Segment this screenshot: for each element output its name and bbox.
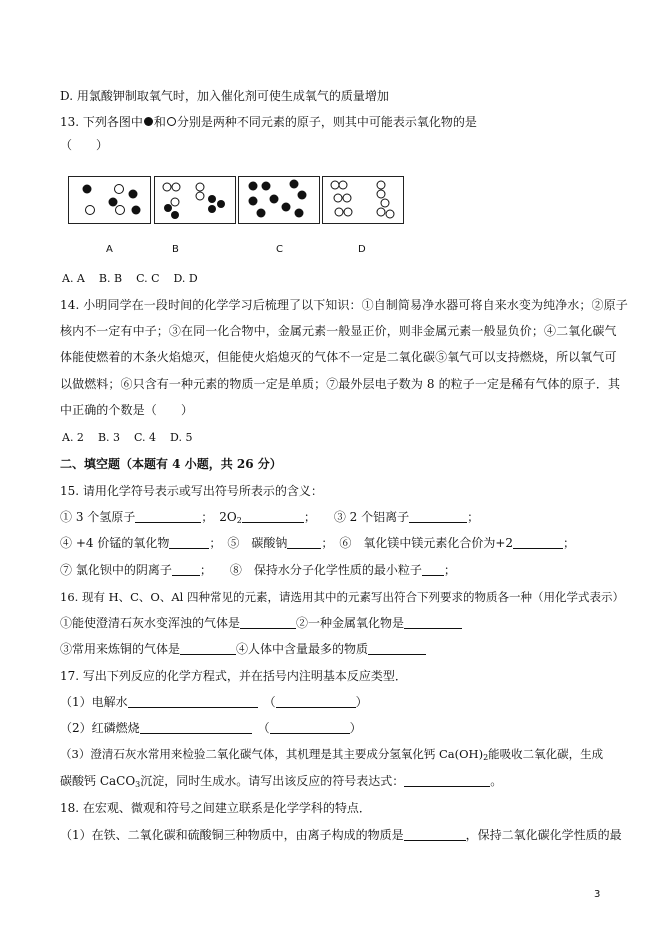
q15-row-3 [60,562,456,578]
q15-stem: 15. 请用化学符号表示或写出符号所表示的含义： [60,484,323,498]
q15-item-5: ； ⑤ 碳酸钠 [209,536,288,550]
figure-box-d [322,176,404,224]
q14-line-5: 中正确的个数是（ ） [60,403,194,417]
q12-option-d: D. 用氯酸钾制取氧气时，加入催化剂可使生成氧气的质量增加 [60,89,389,103]
figure-box-b [154,176,236,224]
molecule-diagram-c [239,177,319,223]
q14-option-a: A. 2 [62,431,84,444]
q17-stem: 17. 写出下列反应的化学方程式，并在括号内注明基本反应类型． [60,669,407,683]
q17-close-2: ） [349,721,362,735]
q15-blank-8[interactable] [422,563,444,576]
q13-options [62,272,212,285]
q17-item-4-sub: 3 [135,780,141,789]
q16-line-1 [60,615,462,631]
q15-blank-6[interactable] [513,536,563,549]
q14-option-d: D. 5 [170,431,193,444]
q14-line-4: 以做燃料；⑥只含有一种元素的物质一定是单质；⑦最外层电子数为 8 的粒子一定是稀有气体的原子．其 [60,377,621,391]
q16-item-2: ②一种金属氧化物是 [296,616,405,630]
q17-equation-blank-1[interactable] [128,695,258,708]
q14-line-2: 核内不一定有中子；③在同一化合物中，金属元素一般显正价，则非金属元素一般显负价；④二氧化碳气 [60,324,617,338]
q15-blank-2[interactable] [242,510,304,523]
molecule-diagram-b [155,177,235,223]
q15-item-1: ① 3 个氢原子 [60,510,136,524]
molecule-diagram-d [323,177,403,223]
figure-label-d: D [358,244,366,255]
q16-blank-1[interactable] [240,616,296,629]
q17-item-1: （1）电解水 [60,695,128,709]
q13-stem-a: 13. 下列各图中 [60,115,143,129]
q17-line-1 [60,694,368,710]
q17-open-2: （ [263,721,270,735]
q17-open-1: （ [269,695,276,709]
q17-type-blank-2[interactable] [270,721,350,734]
q15-row-3-end: ； [443,563,456,577]
filled-atom-icon [143,116,154,127]
q18-item-1a: （1）在铁、二氧化碳和硫酸铜三种物质中，由离子构成的物质是 [60,828,404,842]
q16-blank-2[interactable] [404,616,462,629]
q13-option-b: B. B [98,272,123,285]
q13-option-a: A. A [62,272,85,285]
q14-line-3: 体能使燃着的木条火焰熄灭，但能使火焰熄灭的气体不一定是二氧化碳⑤氧气可以支持燃烧，所以氧气可 [60,350,617,364]
q15-item-8: ； ⑧ 保持水分子化学性质的最小粒子 [199,563,422,577]
q15-item-2-sub: 2 [236,516,242,525]
q17-line-2 [60,720,362,736]
figure-label-a: A [106,244,113,255]
page-number: 3 [594,889,601,900]
q13-option-c: C. C [136,272,160,285]
q16-blank-3[interactable] [180,642,236,655]
q17-line-4-end: 。 [490,774,503,788]
q13-option-d: D. D [173,272,198,285]
q18-line-1 [60,827,622,843]
q17-item-3a: （3）澄清石灰水常用来检验二氧化碳气体，其机理是其主要成分氢氧化钙 Ca(OH) [60,747,484,761]
q13-stem [60,114,477,130]
q13-stem-b: 和 [153,115,166,129]
q17-item-3-sub: 2 [483,753,489,762]
figure-box-c [238,176,320,224]
q15-blank-5[interactable] [287,536,321,549]
hollow-atom-icon [166,116,177,127]
q14-option-c: C. 4 [134,431,157,444]
molecule-diagram-a [69,177,150,223]
q15-blank-4[interactable] [169,536,209,549]
q15-blank-3[interactable] [409,510,467,523]
figure-box-a [68,176,151,224]
q16-item-3: ③常用来炼铜的气体是 [60,642,181,656]
q15-blank-7[interactable] [172,563,200,576]
q16-blank-4[interactable] [368,642,426,655]
q17-type-blank-1[interactable] [276,695,356,708]
q15-row-2 [60,535,575,551]
q15-item-7: ⑦ 氯化钡中的阴离子 [60,563,172,577]
q18-stem: 18. 在宏观、微观和符号之间建立联系是化学学科的特点． [60,801,371,815]
q17-item-4a: 碳酸钙 CaCO [60,774,136,788]
q13-answer-paren: （ ） [60,138,109,152]
q18-blank-1[interactable] [404,828,466,841]
q15-row-1-end: ； [467,510,480,524]
q17-blank-3[interactable] [404,774,490,787]
q15-row-1 [60,509,479,529]
q14-options [62,431,206,444]
q14-line-1: 14. 小明同学在一段时间的化学学习后梳理了以下知识：①自制简易净水器可将自来水变为纯净水；②原子 [60,298,628,312]
q14-option-b: B. 3 [97,431,121,444]
q15-item-3: ； ③ 2 个铝离子 [303,510,410,524]
section-2-title: 二、填空题（本题有 4 小题，共 26 分） [60,457,282,471]
q17-item-4b: 沉淀，同时生成水。请写出该反应的符号表达式： [140,774,405,788]
q15-item-6: ； ⑥ 氧化镁中镁元素化合价为+2 [321,536,514,550]
q17-equation-blank-2[interactable] [140,721,252,734]
q15-blank-1[interactable] [135,510,201,523]
q17-line-3 [60,746,603,766]
q15-row-2-end: ； [563,536,576,550]
q17-close-1: ） [355,695,368,709]
q16-item-4: ④人体中含量最多的物质 [236,642,369,656]
q13-stem-c: 分别是两种不同元素的原子，则其中可能表示氧化物的是 [176,115,477,129]
q16-item-1: ①能使澄清石灰水变浑浊的气体是 [60,616,241,630]
q15-item-4: ④ +4 价锰的氧化物 [60,536,170,550]
q16-stem: 16. 现有 H、C、O、Al 四种常见的元素，请选用其中的元素写出符合下列要求的物质各一种（用化学式表示） [60,590,624,604]
figure-label-b: B [172,244,179,255]
q17-item-2: （2）红磷燃烧 [60,721,140,735]
figure-label-c: C [276,244,283,255]
q16-line-2 [60,641,426,657]
q17-item-3b: 能吸收二氧化碳，生成 [488,747,604,761]
q18-item-1b: ，保持二氧化碳化学性质的最 [465,828,622,842]
q17-line-4 [60,773,502,793]
q15-item-2: ； 2O [201,510,237,524]
